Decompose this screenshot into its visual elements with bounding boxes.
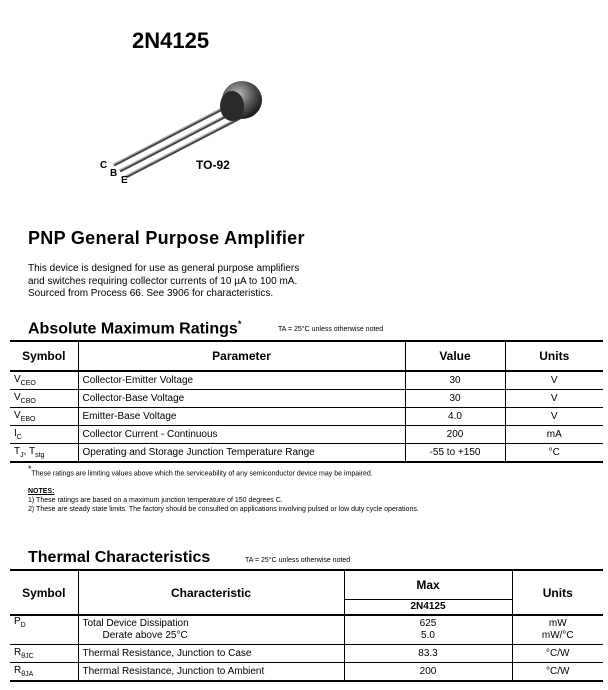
- symbol-main: T: [14, 446, 21, 457]
- col-parameter: Parameter: [78, 341, 405, 371]
- device-title: PNP General Purpose Amplifier: [28, 228, 305, 248]
- thermal-condition: TA = 25°C unless otherwise noted: [245, 557, 351, 564]
- table-row: [10, 390, 603, 408]
- unit-value: mW/°C: [541, 630, 574, 641]
- characteristic-line: Derate above 25°C: [102, 630, 188, 641]
- pin-label-e: E: [121, 175, 128, 186]
- max-cell: 200: [344, 663, 512, 682]
- symbol-rest: , T: [23, 446, 36, 457]
- symbol-main: V: [14, 392, 21, 403]
- col-characteristic: Characteristic: [78, 570, 344, 615]
- parameter-cell: Collector-Base Voltage: [78, 390, 405, 408]
- max-value: 625: [419, 618, 437, 629]
- thermal-heading: Thermal Characteristics: [28, 549, 211, 566]
- symbol-sub: stg: [35, 452, 45, 459]
- unit-cell: V: [550, 375, 558, 386]
- notes-label: NOTES:: [28, 488, 55, 495]
- symbol-cell: [10, 615, 78, 645]
- parameter-cell: Operating and Storage Junction Temperature Range: [78, 444, 405, 463]
- value-cell: 30: [405, 390, 505, 408]
- symbol-sub: θJC: [21, 653, 34, 660]
- symbol-sub: CEO: [20, 380, 36, 387]
- col-part-number: 2N4125: [344, 599, 512, 615]
- package-label: TO-92: [196, 158, 230, 172]
- abs-max-condition: TA = 25°C unless otherwise noted: [278, 326, 384, 333]
- col-symbol: Symbol: [10, 341, 78, 371]
- table-row: [10, 645, 603, 663]
- symbol-cell: [10, 645, 78, 663]
- table-row: [10, 426, 603, 444]
- table-row: [10, 663, 603, 682]
- symbol-main: P: [14, 616, 21, 627]
- symbol-sub: D: [20, 622, 26, 629]
- value-cell: 30: [405, 371, 505, 390]
- symbol-cell: [10, 408, 78, 426]
- ratings-footnote: [28, 465, 373, 478]
- max-cell: 83.3: [344, 645, 512, 663]
- col-max: Max: [344, 570, 512, 599]
- description-line: and switches requiring collector currents of 10 µA to 100 mA.: [28, 275, 298, 287]
- heading-asterisk: *: [237, 319, 242, 329]
- symbol-sub: C: [16, 434, 22, 441]
- unit-cell: mA: [546, 429, 562, 440]
- value-cell: 200: [405, 426, 505, 444]
- device-description: [28, 263, 299, 301]
- footnote-text: These ratings are limiting values above which the serviceability of any semiconductor device may be impaired.: [31, 470, 373, 478]
- symbol-cell: [10, 426, 78, 444]
- col-units: Units: [512, 570, 603, 615]
- unit-cell: °C/W: [546, 666, 570, 677]
- parameter-cell: Collector-Emitter Voltage: [78, 371, 405, 390]
- value-cell: -55 to +150: [405, 444, 505, 463]
- col-units: Units: [539, 349, 570, 363]
- description-line: Sourced from Process 66. See 3906 for characteristics.: [28, 288, 274, 299]
- unit-cell: °C: [548, 447, 560, 458]
- notes-block: [28, 487, 419, 514]
- max-cell: [344, 615, 512, 645]
- table-row: [10, 444, 603, 463]
- table-header-row: [10, 570, 603, 599]
- max-value: 5.0: [421, 630, 435, 641]
- unit-cell: °C/W: [546, 648, 570, 659]
- col-value: Value: [405, 341, 505, 371]
- symbol-cell: [10, 371, 78, 390]
- symbol-cell: [10, 663, 78, 682]
- parameter-cell: Collector Current - Continuous: [78, 426, 405, 444]
- symbol-main: R: [14, 665, 22, 676]
- characteristic-line: Total Device Dissipation: [82, 618, 189, 629]
- characteristic-cell: Thermal Resistance, Junction to Ambient: [78, 663, 344, 682]
- thermal-table: [10, 569, 603, 682]
- symbol-main: R: [14, 647, 22, 658]
- col-symbol: Symbol: [10, 570, 78, 615]
- lead-c: [114, 106, 228, 165]
- note-item: 1) These ratings are based on a maximum junction temperature of 150 degrees C.: [28, 497, 283, 504]
- abs-max-heading-text: Absolute Maximum Ratings: [28, 320, 238, 338]
- abs-max-heading: [28, 319, 241, 338]
- symbol-main: V: [14, 410, 21, 421]
- table-row: [10, 615, 603, 645]
- characteristic-cell: Thermal Resistance, Junction to Case: [78, 645, 344, 663]
- unit-cell: V: [550, 393, 558, 404]
- footnote-asterisk: *: [28, 464, 32, 474]
- symbol-sub: J: [20, 452, 24, 459]
- characteristic-cell: [78, 615, 344, 645]
- table-header-row: [10, 341, 603, 371]
- table-row: [10, 408, 603, 426]
- symbol-sub: EBO: [20, 416, 36, 423]
- symbol-main: V: [14, 374, 21, 385]
- abs-max-table: [10, 340, 603, 463]
- unit-cell: V: [550, 411, 558, 422]
- symbol-cell: [10, 390, 78, 408]
- pin-label-b: B: [110, 168, 118, 179]
- part-number: 2N4125: [132, 28, 210, 53]
- to92-package-illustration: [100, 72, 270, 190]
- symbol-sub: θJA: [21, 671, 34, 678]
- note-item: 2) These are steady state limits. The factory should be consulted on applications involving pulsed or low duty cycle operations.: [28, 506, 419, 513]
- parameter-cell: Emitter-Base Voltage: [78, 408, 405, 426]
- value-cell: 4.0: [405, 408, 505, 426]
- table-row: [10, 371, 603, 390]
- unit-value: mW: [548, 618, 567, 629]
- symbol-main: I: [14, 428, 17, 439]
- unit-cell: [512, 615, 603, 645]
- symbol-cell: [10, 444, 78, 463]
- pin-label-c: C: [100, 160, 108, 171]
- description-line: This device is designed for use as general purpose amplifiers: [28, 263, 300, 274]
- symbol-sub: CBO: [20, 398, 36, 405]
